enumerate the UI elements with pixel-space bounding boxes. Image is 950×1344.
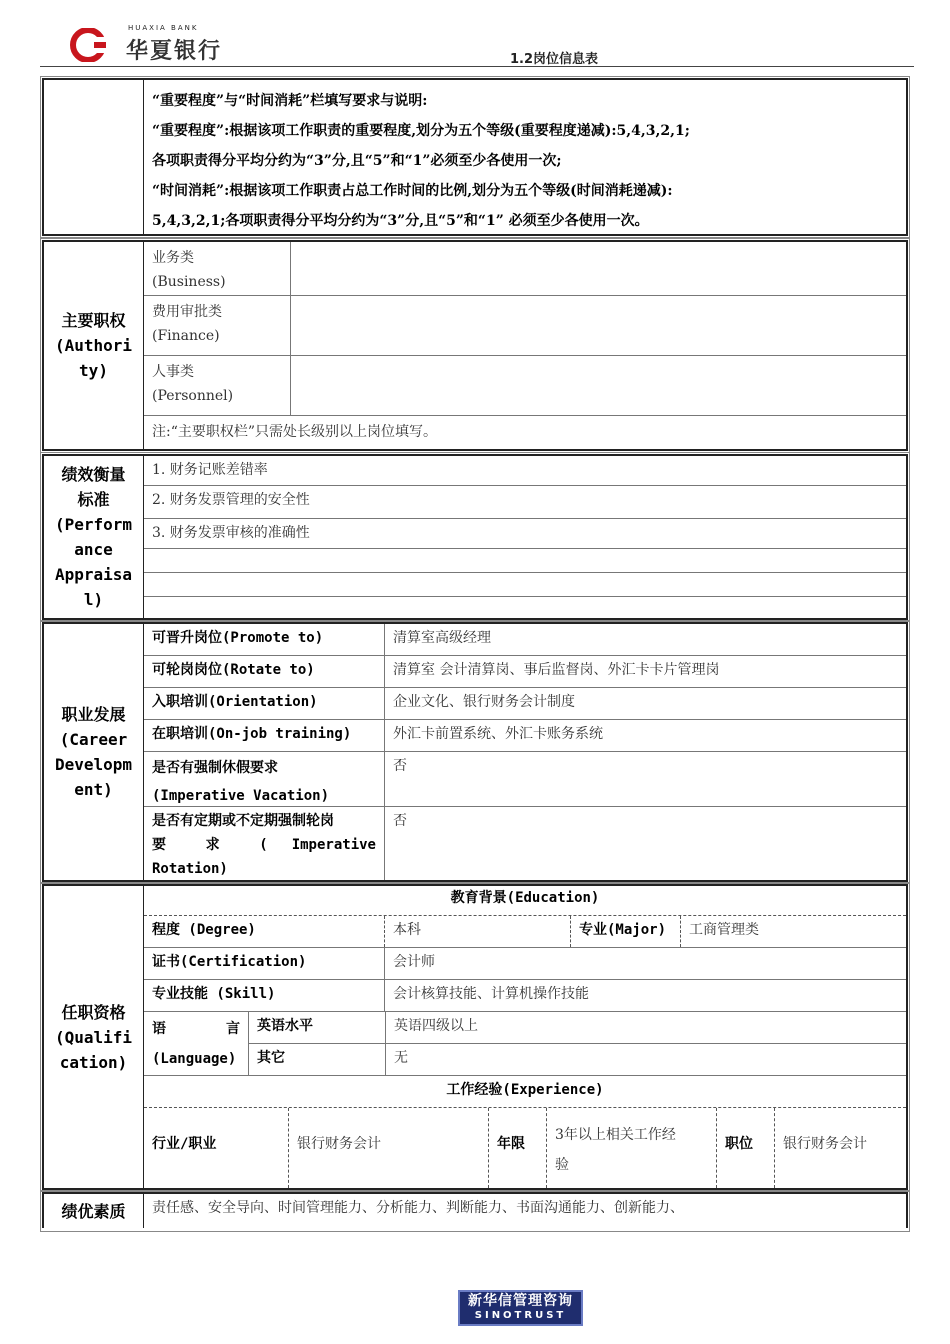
authority-label-en: (Authori <box>54 336 133 355</box>
career-row-label: 可晋升岗位(Promote to) <box>152 630 324 646</box>
note-line: “重要程度”:根据该项工作职责的重要程度,划分为五个等级(重要程度递减):5,4,3,2,1; <box>152 123 690 139</box>
years-label: 年限 <box>488 1108 546 1188</box>
other-lang-value: 无 <box>385 1044 906 1076</box>
notes-body <box>144 80 906 234</box>
career-row-label-line: 是否有强制休假要求 <box>152 760 278 776</box>
performance-section <box>42 454 908 620</box>
career-label-cn: 职业发展 <box>61 705 126 724</box>
performance-item <box>144 573 906 597</box>
authority-note-row <box>144 416 906 449</box>
excellence-value: 责任感、安全导向、时间管理能力、分析能力、判断能力、书面沟通能力、创新能力、 <box>152 1200 684 1216</box>
authority-label-en: ty) <box>79 361 108 380</box>
authority-row <box>144 242 906 296</box>
qualification-label <box>44 886 144 1188</box>
degree-value: 本科 <box>384 916 570 947</box>
major-label: 专业(Major) <box>570 916 680 947</box>
qualification-label-en: cation) <box>59 1052 128 1072</box>
authority-row <box>144 356 906 416</box>
english-value: 英语四级以上 <box>385 1012 906 1043</box>
education-title: 教育背景(Education) <box>450 890 600 906</box>
authority-type-cn: 业务类 <box>152 250 194 266</box>
industry-value: 银行财务会计 <box>288 1108 488 1188</box>
authority-row <box>144 296 906 356</box>
performance-label-cn: 绩效衡量 <box>61 465 126 484</box>
notes-section <box>42 78 908 236</box>
certification-value: 会计师 <box>384 948 906 979</box>
major-value: 工商管理类 <box>680 916 906 947</box>
authority-type-en: (Finance) <box>152 328 220 344</box>
authority-value <box>290 356 906 415</box>
bank-name-en: HUAXIA BANK <box>128 24 199 32</box>
authority-type <box>144 242 290 295</box>
career-row-label-line: 是否有定期或不定期强制轮岗 <box>152 813 334 829</box>
skill-label: 专业技能 (Skill) <box>152 986 276 1002</box>
excellence-body <box>144 1194 906 1228</box>
career-row-value: 清算室高级经理 <box>384 624 906 655</box>
career-row-label <box>144 752 384 806</box>
authority-type-cn: 费用审批类 <box>152 304 222 320</box>
excellence-label-cn: 绩优素质 <box>61 1201 126 1221</box>
performance-body <box>144 456 906 618</box>
career-row-value: 企业文化、银行财务会计制度 <box>384 688 906 719</box>
notes-label-cell <box>44 80 144 234</box>
doc-title: 1.2岗位信息表 <box>510 52 599 67</box>
huaxia-bank-logo <box>70 24 270 68</box>
years-value <box>546 1108 716 1188</box>
performance-item-text <box>144 549 906 572</box>
certification-row <box>144 948 906 980</box>
career-section <box>42 622 908 882</box>
career-label-en: Developm <box>54 755 133 774</box>
other-lang-row <box>249 1044 906 1076</box>
excellence-section <box>42 1192 908 1228</box>
bank-logo-icon <box>70 28 110 62</box>
note-line: 各项职责得分平均分约为“3”分,且“5”和“1”必须至少各使用一次; <box>152 153 562 169</box>
position-value: 银行财务会计 <box>774 1108 906 1188</box>
career-row-label <box>144 807 384 880</box>
english-row <box>249 1012 906 1044</box>
career-row-value: 清算室 会计清算岗、事后监督岗、外汇卡卡片管理岗 <box>384 656 906 687</box>
career-row <box>144 624 906 656</box>
authority-type <box>144 356 290 415</box>
skill-row <box>144 980 906 1012</box>
english-label: 英语水平 <box>257 1018 313 1034</box>
language-label <box>144 1012 248 1075</box>
performance-label-cn: 标准 <box>77 490 110 509</box>
bank-name-cn: 华夏银行 <box>126 39 223 64</box>
career-body <box>144 624 906 880</box>
career-row-value: 外汇卡前置系统、外汇卡账务系统 <box>384 720 906 751</box>
other-lang-label: 其它 <box>257 1050 285 1066</box>
career-label <box>44 624 144 880</box>
career-row <box>144 752 906 807</box>
career-row <box>144 688 906 720</box>
performance-item-text: 2. 财务发票管理的安全性 <box>152 492 310 508</box>
sinotrust-logo-en: SINOTRUST <box>474 1310 567 1321</box>
performance-item <box>144 519 906 549</box>
performance-label-en: Appraisa <box>54 565 133 584</box>
performance-item <box>144 549 906 573</box>
experience-title: 工作经验(Experience) <box>446 1082 604 1098</box>
performance-item-text: 3. 财务发票审核的准确性 <box>152 525 310 541</box>
authority-body <box>144 242 906 449</box>
education-title-row <box>144 886 906 916</box>
degree-label: 程度 (Degree) <box>152 922 256 938</box>
sinotrust-logo <box>458 1290 583 1326</box>
authority-label <box>44 242 144 449</box>
sinotrust-logo-cn: 新华信管理咨询 <box>468 1293 573 1309</box>
authority-type-cn: 人事类 <box>152 364 194 380</box>
note-line: 5,4,3,2,1;各项职责得分平均分约为“3”分,且“5”和“1” 必须至少各使用一次。 <box>152 213 649 229</box>
career-row-label-line: 要 求 ( Imperative <box>152 837 376 853</box>
authority-section <box>42 240 908 451</box>
qualification-section <box>42 884 908 1190</box>
header-rule <box>40 66 914 67</box>
language-sub-table <box>248 1012 906 1075</box>
page-header <box>40 18 914 68</box>
performance-item-text <box>144 597 906 618</box>
qualification-label-cn: 任职资格 <box>61 1002 126 1022</box>
note-line: “重要程度”与“时间消耗”栏填写要求与说明: <box>152 93 428 109</box>
language-label-cn: 语 言 <box>152 1021 240 1037</box>
performance-label-en: l) <box>83 590 104 609</box>
industry-label: 行业/职业 <box>152 1136 217 1152</box>
performance-label-en: (Perform <box>54 515 133 534</box>
note-line: “时间消耗”:根据该项工作职责占总工作时间的比例,划分为五个等级(时间消耗递减): <box>152 183 673 199</box>
qualification-label-en: (Qualifi <box>54 1027 133 1047</box>
qualification-body <box>144 886 906 1188</box>
authority-type-en: (Business) <box>152 274 226 290</box>
career-row-label: 可轮岗岗位(Rotate to) <box>152 662 315 678</box>
performance-label-en: ance <box>74 540 113 559</box>
authority-label-cn: 主要职权 <box>61 311 126 330</box>
degree-row <box>144 916 906 948</box>
certification-label: 证书(Certification) <box>152 954 307 970</box>
language-row <box>144 1012 906 1076</box>
career-row-value: 否 <box>384 807 906 880</box>
career-row <box>144 720 906 752</box>
career-row-label-line: (Imperative Vacation) <box>152 788 330 804</box>
authority-value <box>290 296 906 355</box>
authority-type-en: (Personnel) <box>152 388 234 404</box>
authority-value <box>290 242 906 295</box>
career-row-label: 在职培训(On-job training) <box>152 726 352 742</box>
career-row-label-line: Rotation) <box>152 861 228 877</box>
performance-item-text <box>144 573 906 596</box>
language-label-en: (Language) <box>152 1051 237 1067</box>
career-row-label: 入职培训(Orientation) <box>152 694 318 710</box>
performance-item-text: 1. 财务记账差错率 <box>152 462 268 478</box>
performance-item <box>144 597 906 618</box>
career-row <box>144 807 906 880</box>
authority-note: 注:“主要职权栏”只需处长级别以上岗位填写。 <box>152 424 438 440</box>
performance-item <box>144 456 906 486</box>
years-value-line: 3年以上相关工作经 <box>555 1127 676 1143</box>
excellence-label <box>44 1194 144 1228</box>
career-label-en: (Career <box>59 730 128 749</box>
experience-row <box>144 1108 906 1188</box>
career-row-value: 否 <box>384 752 906 806</box>
skill-value: 会计核算技能、计算机操作技能 <box>384 980 906 1011</box>
years-value-line: 验 <box>555 1157 569 1173</box>
position-label: 职位 <box>716 1108 774 1188</box>
authority-type <box>144 296 290 355</box>
performance-label <box>44 456 144 618</box>
career-row <box>144 656 906 688</box>
career-label-en: ent) <box>74 780 113 799</box>
experience-title-row <box>144 1076 906 1108</box>
performance-item <box>144 486 906 519</box>
